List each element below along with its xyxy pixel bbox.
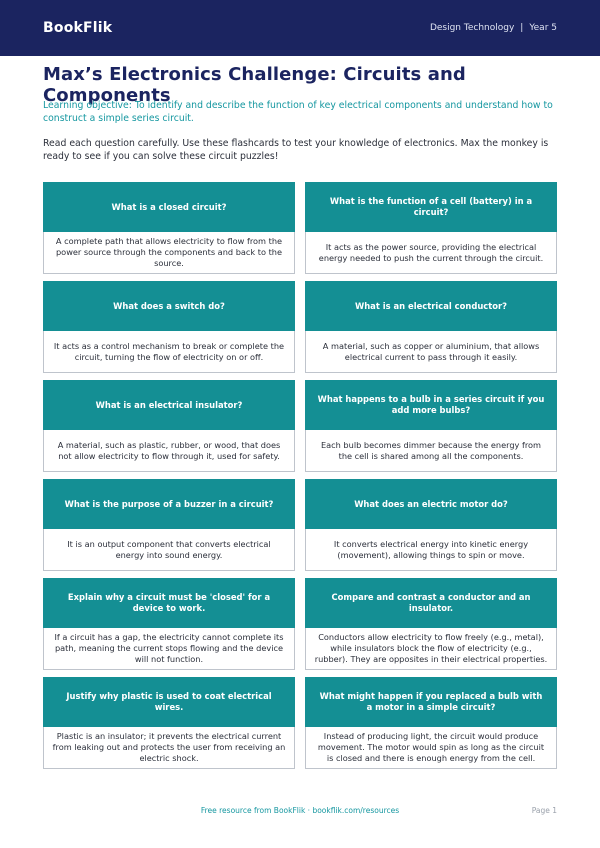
flashcard[interactable] <box>305 182 557 274</box>
flashcard[interactable] <box>305 578 557 670</box>
intro-text: Read each question carefully. Use these flashcards to test your knowledge of electronics. Max the monkey is ready to see if you can solve these circuit puzzles! <box>43 138 549 162</box>
flashcard[interactable] <box>43 380 295 472</box>
flashcard-question: What is an electrical conductor? <box>305 281 557 331</box>
flashcard-answer: Conductors allow electricity to flow freely (e.g., metal), while insulators block the flow of electricity (e.g., rubber). They are opposites in their electrical properties. <box>305 628 557 670</box>
page-title: Max’s Electronics Challenge: Circuits and Components <box>43 64 466 106</box>
flashcard[interactable] <box>305 479 557 571</box>
flashcard-answer: A complete path that allows electricity to flow from the power source through the components and back to the source. <box>43 232 295 274</box>
breadcrumb <box>430 23 557 33</box>
breadcrumb-year: Year 5 <box>529 23 557 33</box>
flashcard-question: What might happen if you replaced a bulb with a motor in a simple circuit? <box>305 677 557 727</box>
flashcard[interactable] <box>305 281 557 373</box>
flashcard[interactable] <box>305 677 557 769</box>
flashcard-question: What is the purpose of a buzzer in a circuit? <box>43 479 295 529</box>
flashcard[interactable] <box>43 677 295 769</box>
flashcard-answer: Instead of producing light, the circuit would produce movement. The motor would spin as long as the circuit is closed and there is enough energy from the cell. <box>305 727 557 769</box>
flashcard[interactable] <box>43 182 295 274</box>
flashcard[interactable] <box>43 578 295 670</box>
flashcard-answer: It is an output component that converts electrical energy into sound energy. <box>43 529 295 571</box>
flashcard-question: What does an electric motor do? <box>305 479 557 529</box>
flashcard-answer: If a circuit has a gap, the electricity cannot complete its path, meaning the current stops flowing and the device will not function. <box>43 628 295 670</box>
flashcard[interactable] <box>43 281 295 373</box>
breadcrumb-subject: Design Technology <box>429 23 515 33</box>
flashcard-question: Explain why a circuit must be 'closed' for a device to work. <box>43 578 295 628</box>
flashcard-question: What is the function of a cell (battery) in a circuit? <box>305 182 557 232</box>
flashcard-question: What is an electrical insulator? <box>43 380 295 430</box>
page-number: Page 1 <box>531 806 557 815</box>
flashcard-answer: It acts as a control mechanism to break or complete the circuit, turning the flow of electricity on or off. <box>43 331 295 373</box>
footer-source-link[interactable]: Free resource from BookFlik · bookflik.com/resources <box>200 806 400 815</box>
flashcard-question: What does a switch do? <box>43 281 295 331</box>
flashcard-answer: A material, such as copper or aluminium, that allows electrical current to pass through it easily. <box>305 331 557 373</box>
flashcard-question: Justify why plastic is used to coat electrical wires. <box>43 677 295 727</box>
flashcard-grid <box>43 182 557 769</box>
flashcard-answer: It acts as the power source, providing the electrical energy needed to push the current through the circuit. <box>305 232 557 274</box>
header-bar <box>0 0 600 56</box>
flashcard[interactable] <box>43 479 295 571</box>
page-footer <box>0 806 600 820</box>
flashcard[interactable] <box>305 380 557 472</box>
breadcrumb-separator: | <box>520 23 524 33</box>
flashcard-question: Compare and contrast a conductor and an insulator. <box>305 578 557 628</box>
flashcard-answer: A material, such as plastic, rubber, or wood, that does not allow electricity to flow through it, used for safety. <box>43 430 295 472</box>
flashcard-answer: Each bulb becomes dimmer because the energy from the cell is shared among all the components. <box>305 430 557 472</box>
brand-logo[interactable]: BookFlik <box>43 20 113 36</box>
flashcard-answer: It converts electrical energy into kinetic energy (movement), allowing things to spin or move. <box>305 529 557 571</box>
flashcard-question: What is a closed circuit? <box>43 182 295 232</box>
flashcard-answer: Plastic is an insulator; it prevents the electrical current from leaking out and protects the user from receiving an electric shock. <box>43 727 295 769</box>
flashcard-question: What happens to a bulb in a series circuit if you add more bulbs? <box>305 380 557 430</box>
learning-objective: Learning objective: To identify and describe the function of key electrical components and understand how to construct a simple series circuit. <box>43 100 553 124</box>
